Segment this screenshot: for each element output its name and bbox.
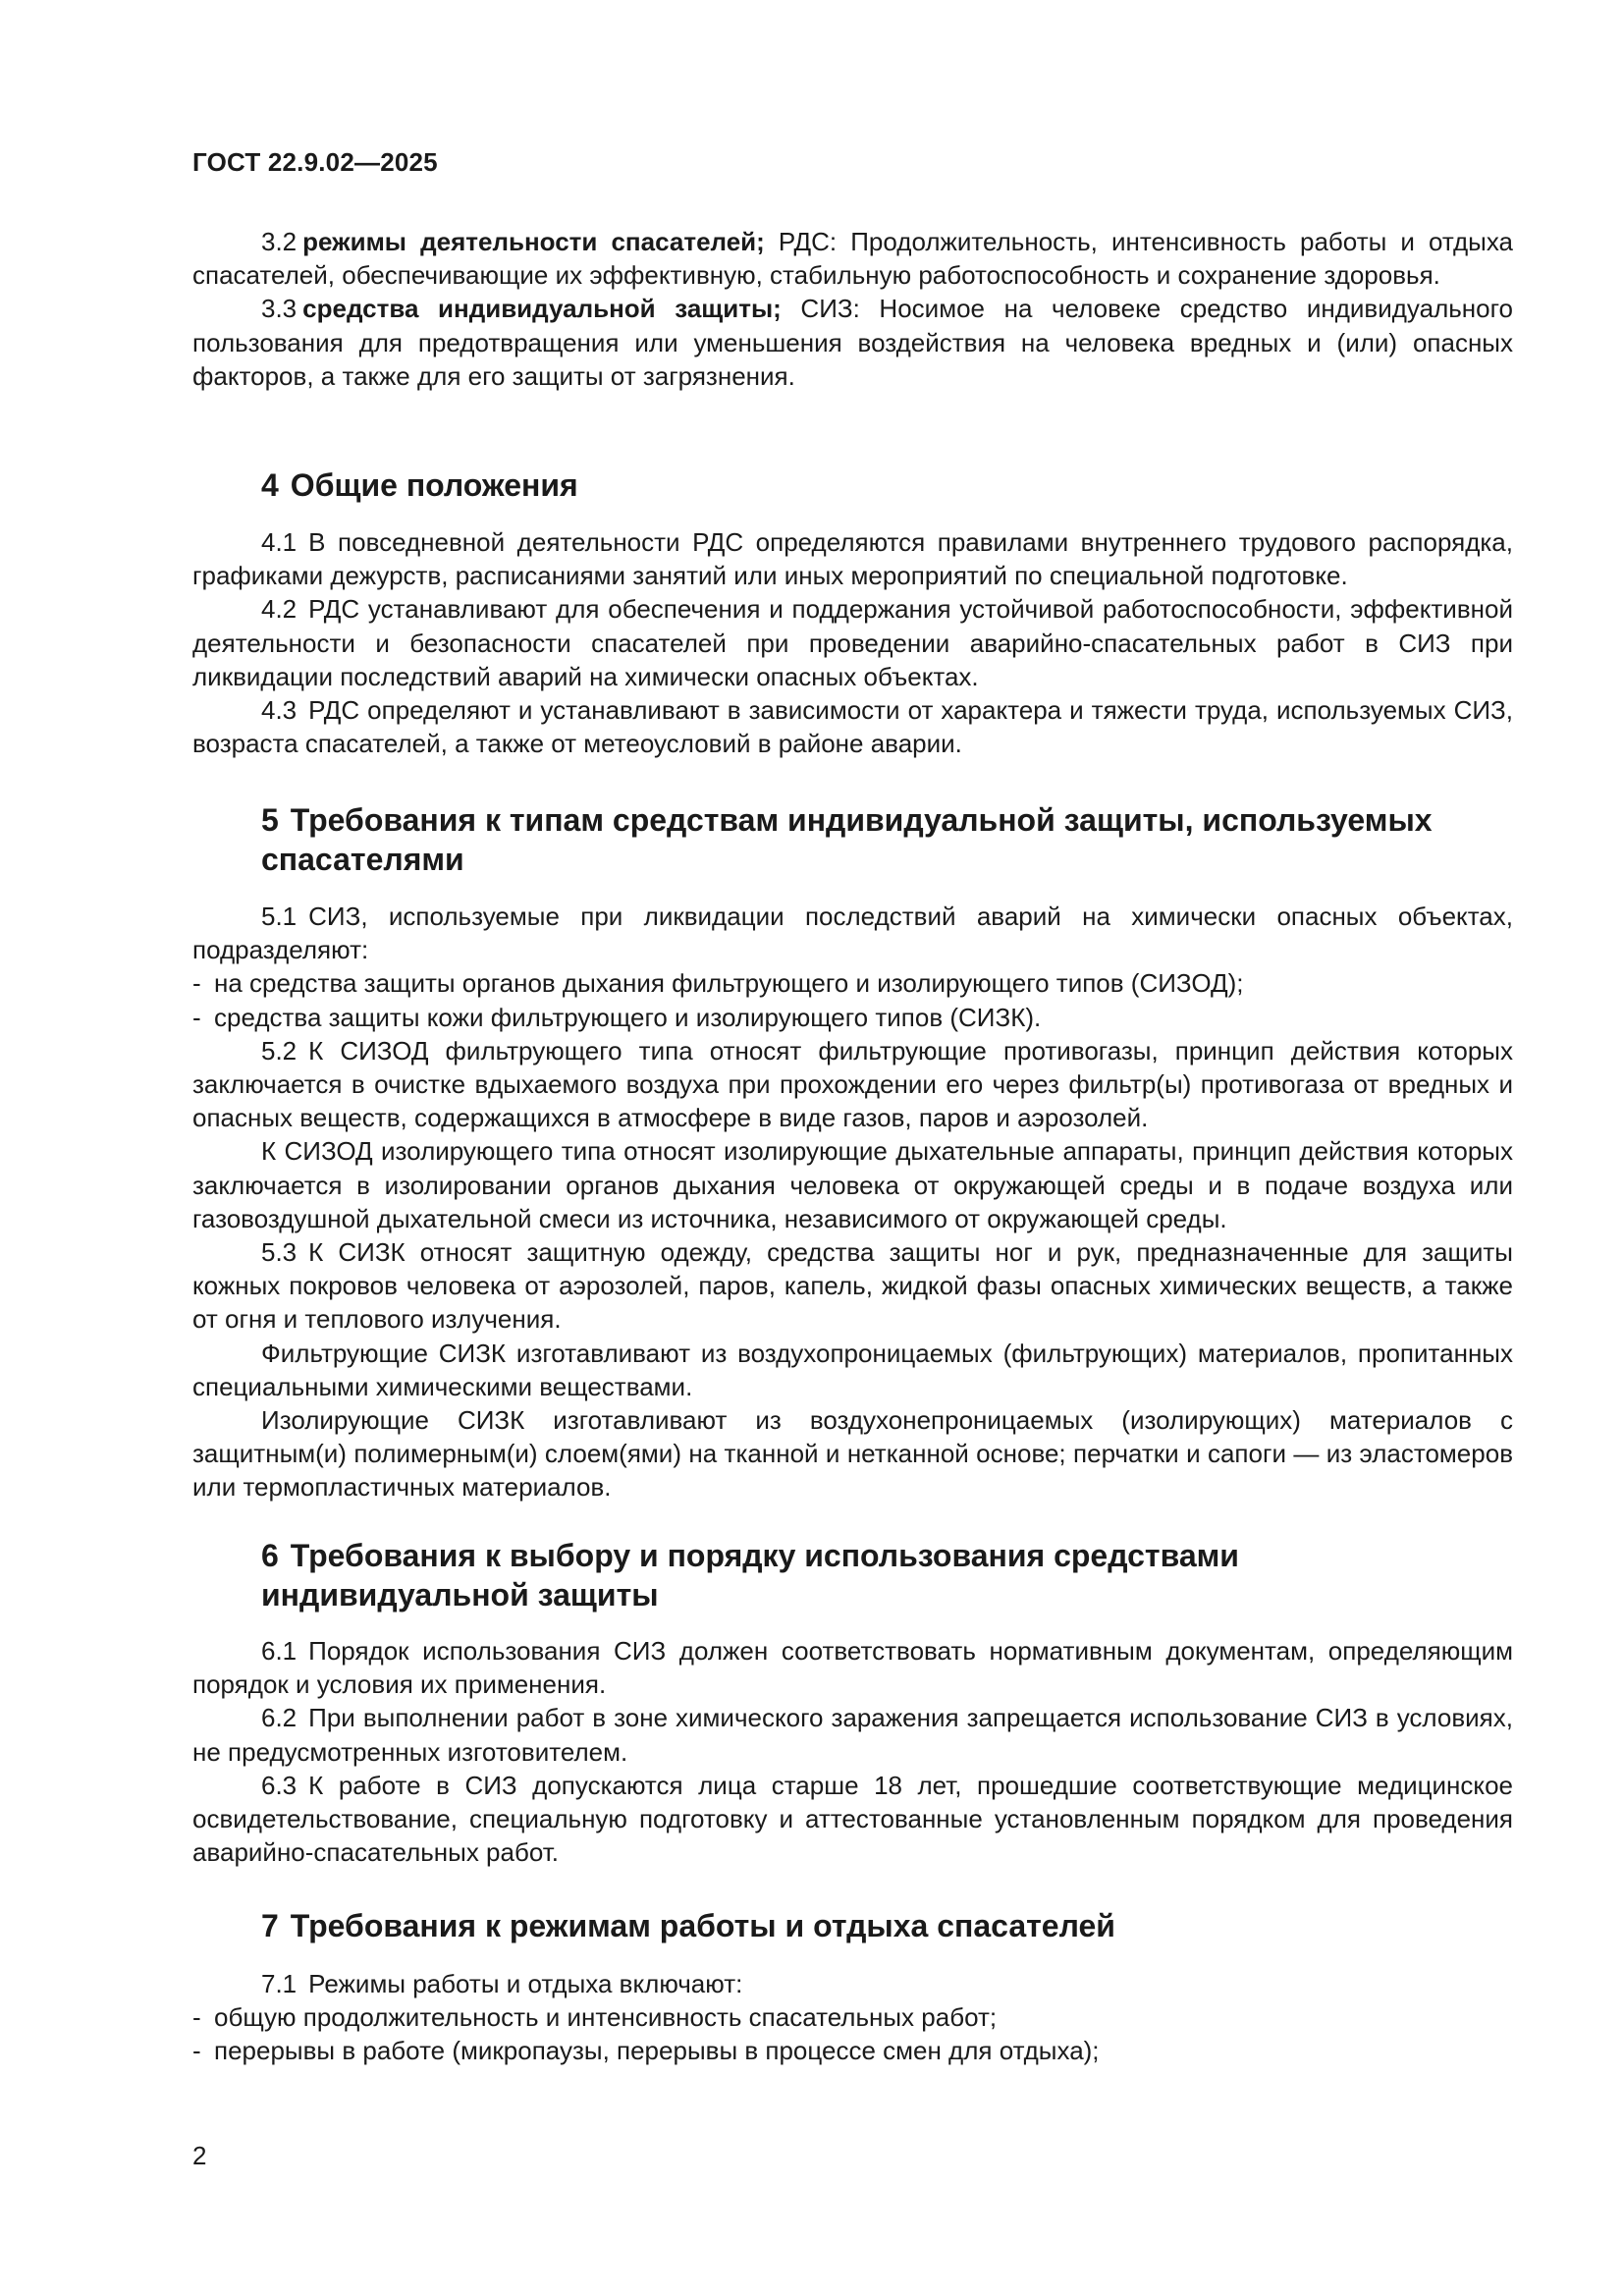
paragraph-3-2 xyxy=(192,225,1513,292)
paragraph-number: 3.3 xyxy=(261,294,298,324)
paragraph-5-1 xyxy=(192,900,1513,966)
section-title-line1: Требования к типам средствам индивидуальной защиты, используемых xyxy=(290,802,1433,838)
page-number: 2 xyxy=(192,2141,207,2170)
section-title-line1: Требования к выбору и порядку использования средствами xyxy=(290,1538,1239,1573)
paragraph-6-1 xyxy=(192,1634,1513,1701)
paragraph-text: Порядок использования СИЗ должен соответствовать нормативным документам, определяющим порядок и условия их применения. xyxy=(192,1636,1513,1700)
paragraph-4-3 xyxy=(192,693,1513,760)
paragraph-text: К СИЗК относят защитную одежду, средства защиты ног и рук, предназначенные для защиты кожных покровов человека от аэрозолей, паров, капель, жидкой фазы опасных химических веществ, а также от огня и теплового излучения. xyxy=(192,1237,1513,1335)
section-title-line2: спасателями xyxy=(261,842,464,877)
paragraph-text: РДС определяют и устанавливают в зависимости от характера и тяжести труда, используемых СИЗ, возраста спасателей, а также от метеоусловий в районе аварии. xyxy=(192,695,1513,759)
section-6-heading xyxy=(261,1536,1538,1614)
paragraph-number: 6.2 xyxy=(261,1703,298,1733)
paragraph-6-3 xyxy=(192,1769,1513,1870)
section-6-block xyxy=(192,1634,1513,1869)
paragraph-4-2 xyxy=(192,592,1513,693)
section-7-block xyxy=(192,1967,1513,2068)
section-5-heading xyxy=(261,800,1538,879)
paragraph-7-1 xyxy=(192,1967,1513,2000)
paragraph-5-3-isolating: Изолирующие СИЗК изготавливают из воздухонепроницаемых (изолирующих) материалов с защитным(и) полимерным(и) слоем(ями) на тканной и нетканной основе; перчатки и сапоги — из эластомеров или термопластичных материалов. xyxy=(192,1405,1513,1503)
paragraph-5-3-filtering: Фильтрующие СИЗК изготавливают из воздухопроницаемых (фильтрующих) материалов, пропитанных специальными химическими веществами. xyxy=(192,1338,1513,1401)
section-number: 7 xyxy=(261,1908,279,1943)
paragraph-number: 7.1 xyxy=(261,1969,298,1998)
paragraph-text: При выполнении работ в зоне химического заражения запрещается использование СИЗ в условиях, не предусмотренных изготовителем. xyxy=(192,1703,1513,1767)
section-7-heading xyxy=(261,1906,1538,1945)
document-header: ГОСТ 22.9.02—2025 xyxy=(192,147,438,177)
paragraph-number: 4.3 xyxy=(261,695,298,726)
paragraph-text: К СИЗОД фильтрующего типа относят фильтрующие противогазы, принцип действия которых заключается в очистке вдыхаемого воздуха при прохождении его через фильтр(ы) противогаза от вредных и опасных веществ, содержащихся в атмосфере в виде газов, паров и аэрозолей. xyxy=(192,1035,1513,1133)
section-3-block xyxy=(192,225,1513,393)
paragraph-number: 4.2 xyxy=(261,594,298,625)
paragraph-text: РДС: Продолжительность, интенсивность работы и отдыха спасателей, обеспечивающие их эффективную, стабильную работоспособность и сохранение здоровья. xyxy=(192,227,1513,291)
paragraph-5-3 xyxy=(192,1235,1513,1337)
paragraph-number: 4.1 xyxy=(261,527,298,557)
paragraph-text: Режимы работы и отдыха включают: xyxy=(308,1969,743,1998)
paragraph-text: РДС устанавливают для обеспечения и поддержания устойчивой работоспособности, эффективной деятельности и безопасности спасателей при проведении аварийно-спасательных работ в СИЗ при ликвидации последствий аварий на химически опасных объектах. xyxy=(192,594,1513,691)
list-item-text: средства защиты кожи фильтрующего и изолирующего типов (СИЗК). xyxy=(214,1002,1042,1032)
paragraph-number: 5.2 xyxy=(261,1035,298,1066)
paragraph-number: 5.1 xyxy=(261,902,298,931)
paragraph-text: СИЗ, используемые при ликвидации последствий аварий на химически опасных объектах, подразделяют: xyxy=(192,902,1513,965)
list-item-text: общую продолжительность и интенсивность спасательных работ; xyxy=(214,2002,998,2033)
list-item: - общую продолжительность и интенсивность спасательных работ; xyxy=(192,2002,998,2033)
term: средства индивидуальной защиты; xyxy=(302,294,782,324)
section-title-line2: индивидуальной защиты xyxy=(261,1577,659,1613)
section-number: 4 xyxy=(261,467,279,503)
paragraph-number: 6.1 xyxy=(261,1636,298,1666)
section-number: 6 xyxy=(261,1538,279,1573)
list-item: - на средства защиты органов дыхания фильтрующего и изолирующего типов (СИЗОД); xyxy=(192,968,1244,999)
section-4-block xyxy=(192,525,1513,760)
section-title: Требования к режимам работы и отдыха спасателей xyxy=(290,1908,1115,1943)
list-item: - перерывы в работе (микропаузы, перерывы в процессе смен для отдыха); xyxy=(192,2036,1100,2066)
paragraph-number: 6.3 xyxy=(261,1770,298,1800)
paragraph-number: 5.3 xyxy=(261,1237,298,1268)
paragraph-text: СИЗ: Носимое на человеке средство индивидуального пользования для предотвращения или уменьшения воздействия на человека вредных и (или) опасных факторов, а также для его защиты от загрязнения. xyxy=(192,294,1513,391)
paragraph-number: 3.2 xyxy=(261,227,298,256)
paragraph-5-2-continued: К СИЗОД изолирующего типа относят изолирующие дыхательные аппараты, принцип действия которых заключается в изолировании органов дыхания человека от окружающей среды и в подаче воздуха или газовоздушной дыхательной смеси из источника, независимого от окружающей среды. xyxy=(192,1136,1513,1233)
section-title: Общие положения xyxy=(290,467,578,503)
paragraph-5-2 xyxy=(192,1034,1513,1135)
list-item-text: на средства защиты органов дыхания фильтрующего и изолирующего типов (СИЗОД); xyxy=(214,968,1244,999)
section-5-block xyxy=(192,900,1513,1504)
paragraph-6-2 xyxy=(192,1701,1513,1768)
paragraph-text: В повседневной деятельности РДС определяются правилами внутреннего трудового распорядка, графиками дежурств, расписаниями занятий или иных мероприятий по специальной подготовке. xyxy=(192,527,1513,591)
section-number: 5 xyxy=(261,802,279,838)
section-4-heading xyxy=(261,465,1538,505)
paragraph-text: К работе в СИЗ допускаются лица старше 18 лет, прошедшие соответствующие медицинское освидетельствование, специальную подготовку и аттестованные установленным порядком для проведения аварийно-спасательных работ. xyxy=(192,1770,1513,1868)
paragraph-4-1 xyxy=(192,525,1513,592)
paragraph-3-3 xyxy=(192,292,1513,393)
list-item: - средства защиты кожи фильтрующего и изолирующего типов (СИЗК). xyxy=(192,1002,1042,1032)
term: режимы деятельности спасателей; xyxy=(302,227,765,256)
list-item-text: перерывы в работе (микропаузы, перерывы в процессе смен для отдыха); xyxy=(214,2036,1100,2066)
